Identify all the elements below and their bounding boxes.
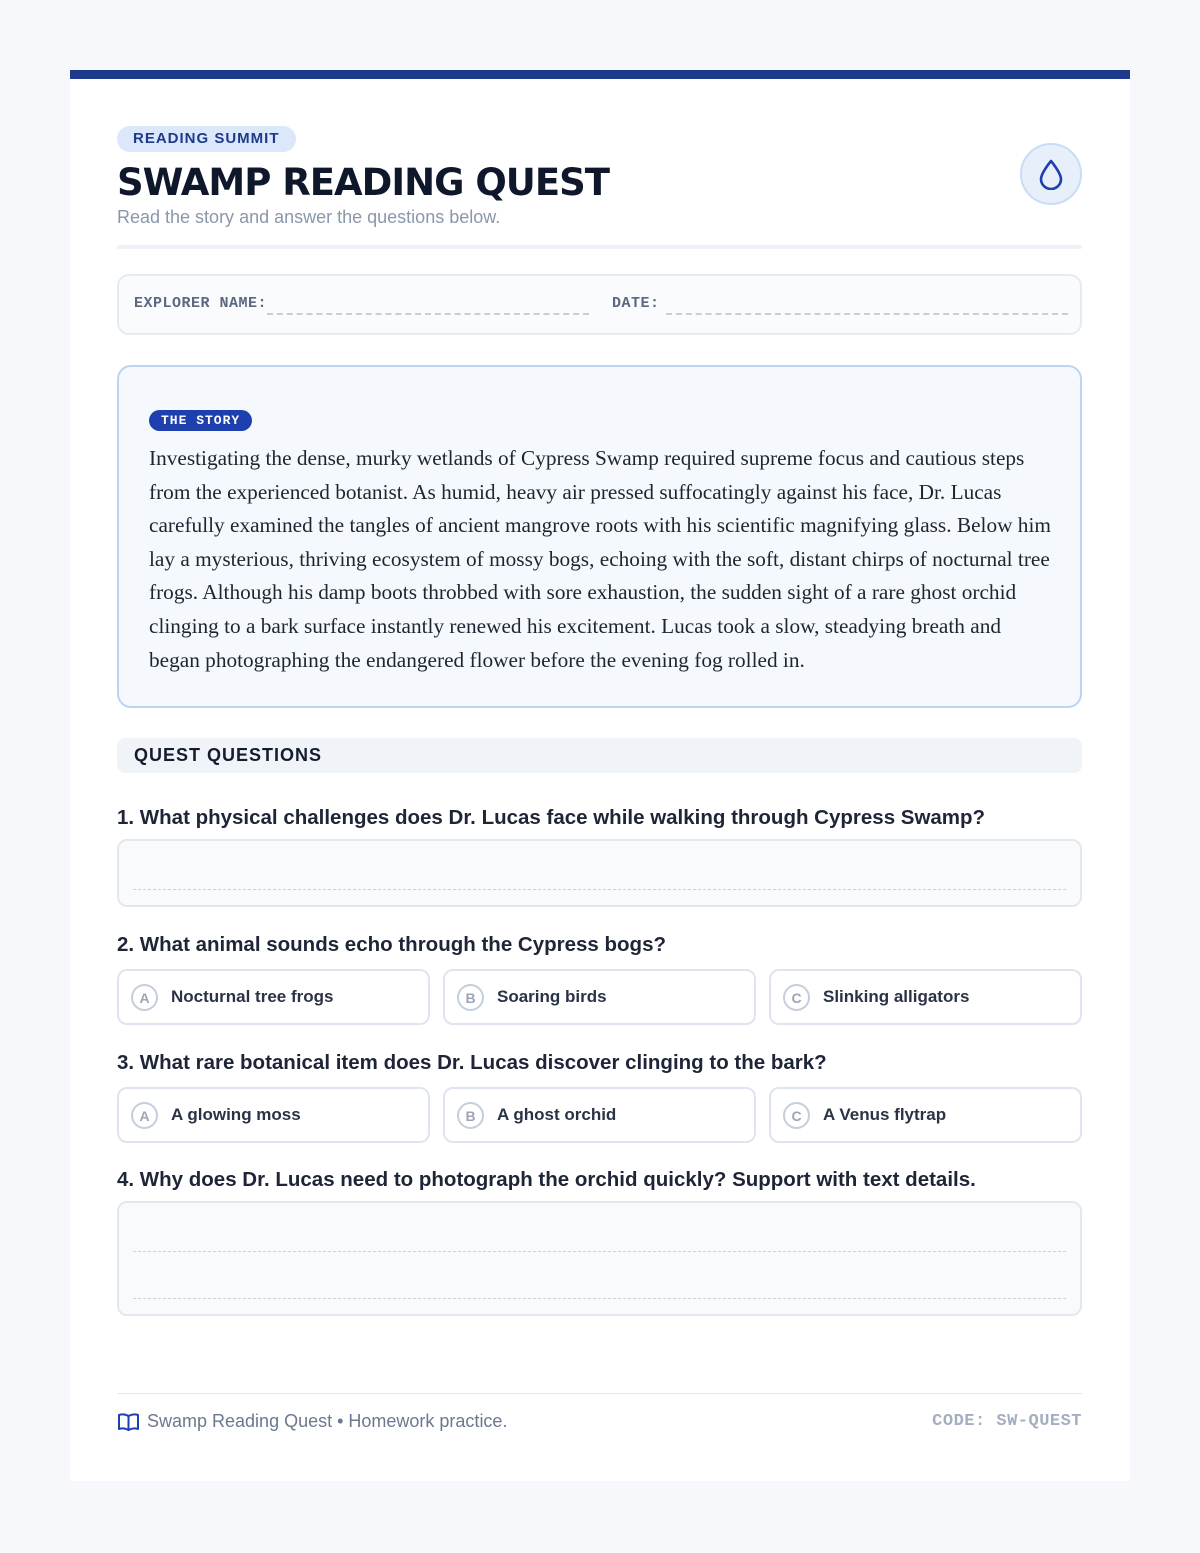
page-subtitle: Read the story and answer the questions below. [117, 207, 501, 227]
option-letter: A [131, 1102, 158, 1129]
story-tag: THE STORY [149, 410, 252, 431]
q2-option-c[interactable] [769, 969, 1082, 1025]
q3-option-a[interactable] [117, 1087, 430, 1143]
q2-option-a[interactable] [117, 969, 430, 1025]
q3-option-c[interactable] [769, 1087, 1082, 1143]
option-letter: B [457, 984, 484, 1011]
option-letter: C [783, 1102, 810, 1129]
page-title: SWAMP READING QUEST [117, 161, 610, 204]
answer-box-4[interactable] [117, 1201, 1082, 1316]
option-label: A ghost orchid [497, 1105, 617, 1124]
question-3: 3. What rare botanical item does Dr. Lucas discover clinging to the bark? [117, 1051, 827, 1074]
answer-box-1[interactable] [117, 839, 1082, 907]
question-1: 1. What physical challenges does Dr. Lucas face while walking through Cypress Swamp? [117, 806, 986, 829]
date-label: DATE: [612, 295, 660, 312]
story-text: Investigating the dense, murky wetlands of Cypress Swamp required supreme focus and cautious steps from the experienced botanist. As humid, heavy air pressed suffocatingly against his face, Dr. Lucas carefully examined the tangles of ancient mangrove roots with his scientific magnifying glass. Below him lay a mysterious, thriving ecosystem of mossy bogs, echoing with the soft, distant chirps of nocturnal tree frogs. Although his damp boots throbbed with sore exhaustion, the sudden sight of a rare ghost orchid clinging to a bark surface instantly renewed his excitement. Lucas took a slow, steadying breath and began photographing the endangered flower before the evening fog rolled in. [149, 446, 1051, 672]
answer-line [133, 1251, 1066, 1252]
option-label: Nocturnal tree frogs [171, 987, 334, 1006]
header-divider [117, 245, 1082, 249]
option-letter: B [457, 1102, 484, 1129]
question-2: 2. What animal sounds echo through the Cypress bogs? [117, 933, 667, 956]
option-letter: C [783, 984, 810, 1011]
answer-line [133, 1298, 1066, 1299]
worksheet-page [70, 70, 1130, 1481]
option-label: Slinking alligators [823, 987, 970, 1006]
answer-line [133, 889, 1066, 890]
footer-divider [117, 1393, 1082, 1394]
question-4: 4. Why does Dr. Lucas need to photograph the orchid quickly? Support with text details. [117, 1168, 976, 1191]
explorer-name-label: EXPLORER NAME: [134, 295, 268, 312]
footer-text: Swamp Reading Quest • Homework practice. [147, 1411, 508, 1431]
section-title: QUEST QUESTIONS [117, 738, 1082, 773]
q3-option-b[interactable] [443, 1087, 756, 1143]
footer-note [117, 1411, 507, 1432]
option-letter: A [131, 984, 158, 1011]
date-field[interactable] [666, 313, 1068, 315]
header-badge: READING SUMMIT [117, 126, 296, 152]
option-label: A Venus flytrap [823, 1105, 947, 1124]
footer-code: CODE: SW-QUEST [932, 1412, 1082, 1431]
explorer-name-field[interactable] [267, 313, 589, 315]
option-label: Soaring birds [497, 987, 607, 1006]
option-label: A glowing moss [171, 1105, 301, 1124]
book-icon [117, 1412, 140, 1432]
story-box [117, 365, 1082, 708]
water-drop-icon [1020, 143, 1082, 205]
explorer-info-box [117, 274, 1082, 335]
q2-option-b[interactable] [443, 969, 756, 1025]
